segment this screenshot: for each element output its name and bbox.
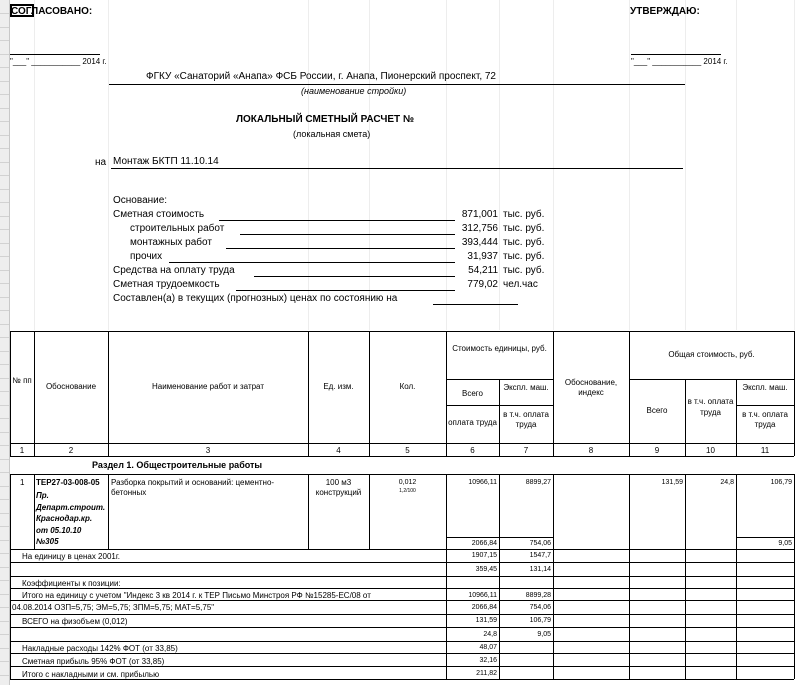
header-basis: Обоснование — [45, 382, 97, 391]
table-vline — [794, 549, 795, 562]
header-total: Всего — [462, 389, 483, 398]
row-c7: 106,79 — [529, 617, 551, 624]
row-header-divider — [0, 634, 9, 635]
item-unit-line: конструкций — [315, 488, 362, 497]
row-label: На единицу в ценах 2001г. — [22, 552, 121, 561]
row-header-divider — [0, 540, 9, 541]
item-unit — [308, 478, 369, 498]
table-vline — [685, 588, 686, 600]
item-name — [111, 478, 274, 498]
table-vline — [10, 666, 11, 679]
grid-column-line — [629, 0, 630, 330]
table-vline — [553, 641, 554, 653]
row-header-divider — [0, 445, 9, 446]
table-vline — [10, 588, 11, 600]
item-qty-note: 1,2/100 — [399, 488, 416, 494]
work-name-underline — [111, 168, 683, 169]
row-header-divider — [0, 594, 9, 595]
row-header-divider — [0, 310, 9, 311]
table-vline — [108, 331, 109, 456]
row-header-divider — [0, 40, 9, 41]
item-source-line: Департ.строит. — [36, 502, 106, 512]
table-vline — [629, 653, 630, 666]
table-vline — [685, 653, 686, 666]
summary-value-labor: 779,02 — [467, 279, 498, 290]
compiled-date-line — [433, 304, 518, 305]
item-name-line: Разборка покрытий и оснований: цементно- — [111, 478, 275, 487]
item-source-line: Краснодар.кр. — [36, 514, 93, 523]
col-number: 10 — [706, 446, 715, 455]
table-hline — [10, 679, 794, 680]
item-c10: 24,8 — [720, 479, 734, 486]
table-hline — [10, 641, 794, 642]
row-header-divider — [0, 351, 9, 352]
row-header-divider — [0, 621, 9, 622]
summary-label-payroll: Средства на оплату труда — [113, 265, 235, 276]
table-hline — [10, 562, 794, 563]
row-header-divider — [0, 526, 9, 527]
table-vline — [794, 614, 795, 627]
table-vline — [629, 627, 630, 641]
table-vline — [629, 614, 630, 627]
table-vline — [685, 614, 686, 627]
table-vline — [10, 331, 11, 456]
row-label: Коэффициенты к позиции: — [22, 579, 121, 588]
table-vline — [736, 549, 737, 562]
row-header-divider — [0, 337, 9, 338]
row-header-divider — [0, 67, 9, 68]
row-label: Накладные расходы 142% ФОТ (от 33,85) — [22, 644, 178, 653]
agreed-label: СОГЛАСОВАНО: — [11, 6, 93, 17]
row-header-divider — [0, 418, 9, 419]
table-vline — [685, 549, 686, 562]
header-mach: Экспл. маш. — [503, 383, 549, 392]
item-c6b: 2066,84 — [471, 540, 497, 547]
col-number: 6 — [470, 446, 475, 455]
grid-column-line — [34, 0, 35, 330]
summary-unit-other: тыс. руб. — [503, 251, 545, 262]
row-header-divider — [0, 13, 9, 14]
row-header-divider — [0, 175, 9, 176]
summary-label-other: прочих — [130, 251, 163, 262]
row-header-divider — [0, 553, 9, 554]
item-source-line: от 05.10.10 — [36, 525, 82, 535]
item-number: 1 — [20, 478, 25, 487]
table-vline — [794, 627, 795, 641]
row-c6: 10966,11 — [468, 592, 497, 599]
grid-column-line — [369, 0, 370, 330]
row-header-divider — [0, 648, 9, 649]
row-header-divider — [0, 81, 9, 82]
table-vline — [10, 474, 11, 549]
row-header-divider — [0, 378, 9, 379]
table-vline — [629, 549, 630, 562]
row-header-divider — [0, 661, 9, 662]
row-header-divider — [0, 405, 9, 406]
table-vline — [794, 588, 795, 600]
on-label: на — [95, 157, 107, 168]
header-total2: Всего — [646, 406, 668, 415]
row-header-divider — [0, 675, 9, 676]
table-vline — [10, 614, 11, 627]
summary-value-total: 871,001 — [461, 209, 498, 220]
summary-label-construction: строительных работ — [130, 223, 225, 234]
item-c7b: 754,06 — [529, 540, 551, 547]
table-vline — [553, 627, 554, 641]
signature-line-right — [631, 54, 721, 55]
item-unit-line: 100 м3 — [325, 478, 352, 487]
summary-unit-total: тыс. руб. — [503, 209, 545, 220]
table-vline — [794, 666, 795, 679]
approved-label: УТВЕРЖДАЮ: — [630, 6, 700, 17]
section-title: Раздел 1. Общестроительные работы — [92, 460, 263, 470]
table-vline — [553, 588, 554, 600]
row-header-divider — [0, 27, 9, 28]
table-vline — [629, 588, 630, 600]
table-hline — [10, 331, 794, 332]
row-header-divider — [0, 108, 9, 109]
table-vline — [736, 576, 737, 588]
date-left: "___" ___________ 2014 г. — [10, 57, 107, 66]
table-vline — [499, 576, 500, 588]
summary-unit-labor: чел.час — [503, 279, 538, 290]
table-vline — [499, 641, 500, 653]
table-vline — [553, 666, 554, 679]
col-number: 3 — [205, 446, 211, 455]
row-c6: 359,45 — [475, 566, 497, 573]
summary-label-installation: монтажных работ — [130, 237, 212, 248]
row-c7: 131,14 — [529, 566, 551, 573]
summary-value-installation: 393,444 — [461, 237, 498, 248]
table-vline — [685, 562, 686, 576]
table-vline — [736, 653, 737, 666]
table-hline — [10, 653, 794, 654]
item-c6: 10966,11 — [468, 479, 497, 486]
summary-label-labor: Сметная трудоемкость — [113, 279, 220, 290]
row-header-divider — [0, 135, 9, 136]
row-c6: 48,07 — [479, 644, 497, 651]
estimate-title: ЛОКАЛЬНЫЙ СМЕТНЫЙ РАСЧЕТ № — [236, 114, 415, 125]
row-c7: 9,05 — [537, 631, 551, 638]
estimate-subtitle: (локальная смета) — [293, 129, 371, 139]
row-header-divider — [0, 94, 9, 95]
table-vline — [10, 600, 11, 614]
object-name: ФГКУ «Санаторий «Анапа» ФСБ России, г. Анапа, Пионерский проспект, 72 — [146, 71, 496, 82]
row-header-divider — [0, 54, 9, 55]
summary-line-total — [219, 220, 455, 221]
item-source-line: Пр. — [36, 491, 49, 500]
row-header-divider — [0, 121, 9, 122]
summary-label-total: Сметная стоимость — [113, 209, 205, 220]
summary-value-construction: 312,756 — [461, 223, 498, 234]
table-vline — [736, 627, 737, 641]
summary-value-other: 31,937 — [467, 251, 498, 262]
row-label: 04.08.2014 ОЗП=5,75; ЭМ=5,75; ЗПМ=5,75; МАТ=5,75" — [12, 603, 215, 612]
table-hline — [10, 576, 794, 577]
object-caption: (наименование стройки) — [301, 86, 407, 96]
summary-unit-installation: тыс. руб. — [503, 237, 545, 248]
object-name-underline — [109, 84, 685, 85]
grid-column-line — [685, 0, 686, 330]
table-vline — [736, 600, 737, 614]
row-header-divider — [0, 283, 9, 284]
table-vline — [553, 562, 554, 576]
table-vline — [10, 549, 11, 562]
header-mach2: Экспл. маш. — [742, 383, 788, 392]
col-number: 1 — [19, 446, 25, 455]
col-number: 2 — [68, 446, 74, 455]
header-incl-labor: в т.ч. оплата труда — [503, 410, 549, 429]
table-vline — [446, 576, 447, 588]
item-source-line: №305 — [36, 537, 59, 546]
table-hline — [10, 614, 794, 615]
header-labor: оплата труда — [448, 418, 497, 427]
table-hline — [10, 474, 794, 475]
row-header-divider — [0, 229, 9, 230]
header-unit-cost: Стоимость единицы, руб. — [452, 344, 547, 353]
item-c7: 8899,27 — [525, 479, 551, 486]
table-vline — [10, 627, 11, 641]
table-vline — [553, 576, 554, 588]
col-number: 4 — [336, 446, 341, 455]
header-qty: Кол. — [399, 382, 416, 391]
row-c6: 211,82 — [476, 670, 497, 677]
table-vline — [308, 331, 309, 456]
table-hline — [10, 549, 794, 550]
grid-column-line — [108, 0, 109, 330]
table-vline — [10, 576, 11, 588]
table-hline — [10, 666, 794, 667]
col-number: 11 — [760, 446, 770, 455]
row-header-divider — [0, 499, 9, 500]
table-vline — [736, 588, 737, 600]
basis-label: Основание: — [113, 195, 168, 206]
table-hline — [10, 588, 794, 589]
item-code: ТЕР27-03-008-05 — [36, 478, 100, 487]
row-label: Итого с накладными и см. прибылью — [22, 670, 160, 679]
table-vline — [629, 641, 630, 653]
table-vline — [736, 666, 737, 679]
table-vline — [794, 562, 795, 576]
summary-value-payroll: 54,211 — [468, 265, 498, 276]
table-vline — [10, 641, 11, 653]
header-unit: Ед. изм. — [323, 382, 354, 391]
table-vline — [794, 576, 795, 588]
row-header-divider — [0, 148, 9, 149]
summary-line-labor — [236, 290, 455, 291]
row-header-divider — [0, 162, 9, 163]
item-name-line: бетонных — [111, 488, 147, 497]
row-label: Сметная прибыль 95% ФОТ (от 33,85) — [22, 657, 165, 666]
row-c7: 754,06 — [529, 604, 551, 611]
row-header-divider — [0, 567, 9, 568]
grid-column-line — [553, 0, 554, 330]
summary-line-payroll — [254, 276, 455, 277]
grid-column-line — [736, 0, 737, 330]
summary-unit-payroll: тыс. руб. — [503, 265, 545, 276]
row-header-divider — [0, 364, 9, 365]
summary-unit-construction: тыс. руб. — [503, 223, 545, 234]
row-c6: 131,59 — [475, 617, 497, 624]
table-vline — [794, 641, 795, 653]
grid-column-line — [308, 0, 309, 330]
table-hline — [629, 379, 794, 380]
col-number: 7 — [523, 446, 529, 455]
summary-line-installation — [226, 248, 455, 249]
table-vline — [553, 474, 554, 549]
compiled-label: Составлен(а) в текущих (прогнозных) ценах по состоянию на — [113, 293, 398, 304]
row-header-divider — [0, 256, 9, 257]
col-number: 9 — [654, 446, 660, 455]
row-header-divider — [0, 391, 9, 392]
table-vline — [499, 653, 500, 666]
row-header-divider — [0, 270, 9, 271]
table-vline — [499, 666, 500, 679]
table-vline — [10, 562, 11, 576]
table-vline — [553, 600, 554, 614]
row-header-divider — [0, 459, 9, 460]
row-header-divider — [0, 202, 9, 203]
row-c6: 32,16 — [479, 657, 497, 664]
table-vline — [553, 653, 554, 666]
table-hline — [446, 537, 553, 538]
table-hline — [10, 443, 794, 444]
header-total-cost: Общая стоимость, руб. — [668, 350, 755, 359]
table-vline — [369, 331, 370, 456]
summary-line-construction — [240, 234, 455, 235]
table-hline — [736, 537, 794, 538]
table-vline — [629, 666, 630, 679]
row-header-divider — [0, 297, 9, 298]
row-header-divider — [0, 189, 9, 190]
row-header-divider — [0, 432, 9, 433]
signature-line-left — [10, 54, 100, 55]
table-hline — [10, 456, 794, 457]
item-source — [36, 490, 105, 548]
table-vline — [685, 627, 686, 641]
row-header-divider — [0, 486, 9, 487]
row-header-divider — [0, 607, 9, 608]
header-incl-labor2: в т.ч. оплата труда — [687, 397, 734, 417]
header-name: Наименование работ и затрат — [151, 382, 264, 391]
header-basis-index: Обоснование, индекс — [564, 378, 618, 397]
table-vline — [794, 331, 795, 456]
table-hline — [736, 405, 794, 406]
grid-column-line — [794, 0, 795, 330]
row-header-divider — [0, 216, 9, 217]
table-vline — [553, 614, 554, 627]
table-vline — [736, 614, 737, 627]
work-name: Монтаж БКТП 11.10.14 — [113, 156, 219, 167]
table-vline — [685, 600, 686, 614]
table-vline — [629, 562, 630, 576]
table-vline — [685, 641, 686, 653]
table-vline — [685, 576, 686, 588]
table-vline — [34, 331, 35, 456]
row-header-divider — [0, 472, 9, 473]
row-label: Итого на единицу с учетом "Индекс 3 кв 2014 г. к ТЕР Письмо Минстроя РФ №15285-ЕС/08 от — [22, 591, 371, 600]
table-vline — [629, 576, 630, 588]
summary-line-other — [169, 262, 455, 263]
grid-column-line — [499, 0, 500, 330]
row-header-divider — [0, 324, 9, 325]
row-c6: 1907,15 — [471, 552, 497, 559]
item-c9: 131,59 — [661, 479, 683, 486]
item-qty: 0,012 — [398, 479, 417, 486]
row-header-gutter[interactable] — [0, 0, 10, 685]
row-c6: 2066,84 — [471, 604, 497, 611]
table-vline — [736, 641, 737, 653]
table-vline — [736, 562, 737, 576]
col-number: 8 — [588, 446, 594, 455]
row-header-divider — [0, 243, 9, 244]
table-hline — [10, 627, 794, 628]
date-right: "___" ___________ 2014 г. — [631, 57, 728, 66]
header-num: № пп — [12, 376, 32, 385]
table-vline — [553, 549, 554, 562]
header-incl-labor3: в т.ч. оплата труда — [742, 410, 788, 429]
table-vline — [794, 653, 795, 666]
col-number: 5 — [405, 446, 410, 455]
table-vline — [108, 474, 109, 549]
table-vline — [629, 600, 630, 614]
row-c7: 1547,7 — [529, 552, 551, 559]
table-hline — [10, 600, 794, 601]
row-c6: 24,8 — [483, 631, 497, 638]
row-header-divider — [0, 513, 9, 514]
table-vline — [34, 474, 35, 549]
table-vline — [794, 600, 795, 614]
row-c7: 8899,28 — [525, 592, 551, 599]
row-label: ВСЕГО на физобъем (0,012) — [22, 617, 128, 626]
table-vline — [794, 474, 795, 549]
table-vline — [685, 666, 686, 679]
item-c11: 106,79 — [770, 479, 792, 486]
table-vline — [10, 653, 11, 666]
row-header-divider — [0, 580, 9, 581]
item-c11b: 9,05 — [778, 540, 792, 547]
